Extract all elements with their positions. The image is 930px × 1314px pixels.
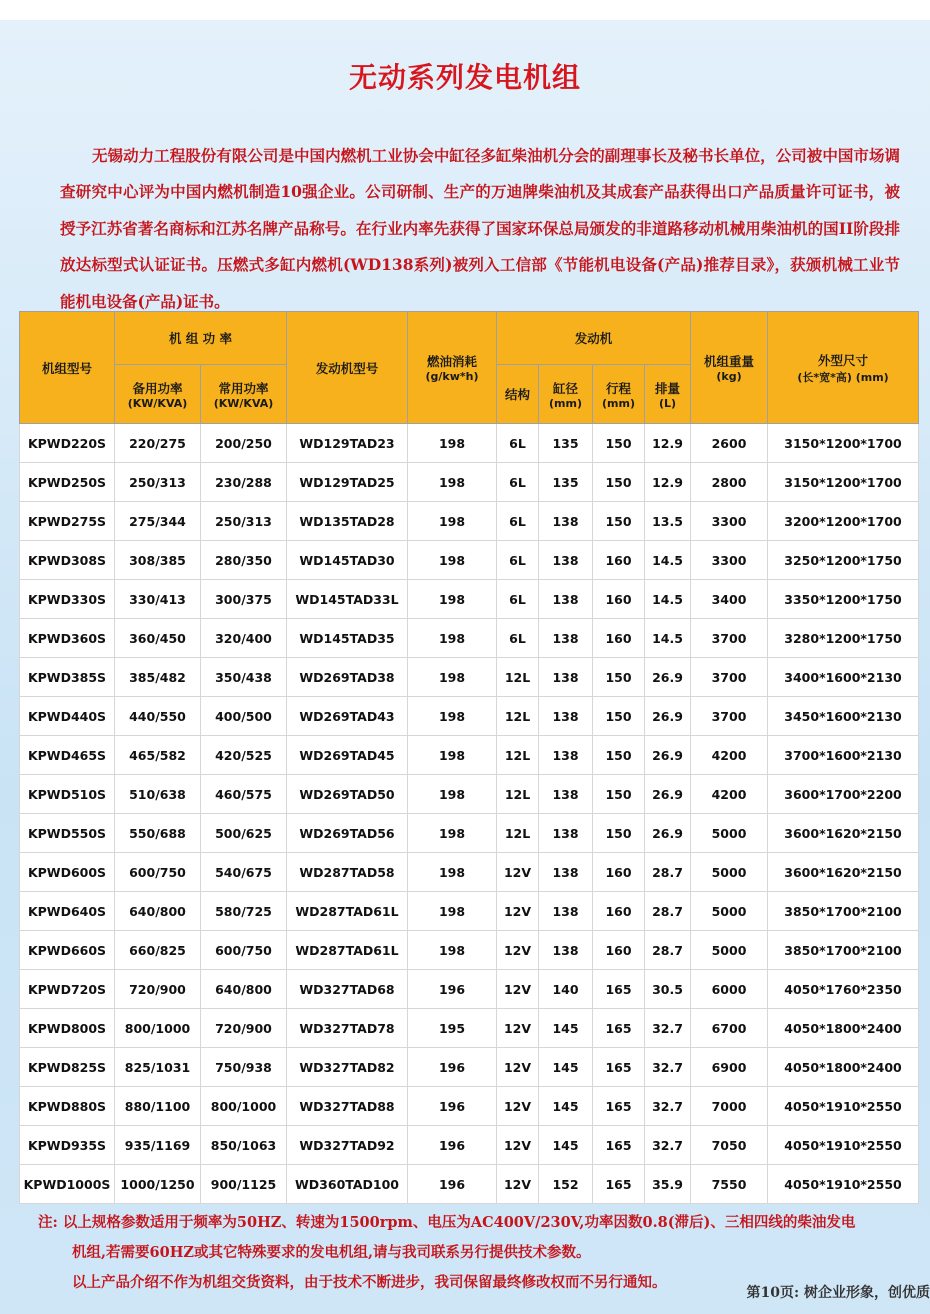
cell-model: KPWD275S bbox=[20, 502, 115, 541]
header-fuel-label: 燃油消耗 bbox=[426, 354, 477, 369]
cell-standby-power: 360/450 bbox=[115, 619, 201, 658]
cell-engine-model: WD327TAD82 bbox=[287, 1048, 408, 1087]
table-row bbox=[20, 1048, 919, 1087]
cell-fuel: 198 bbox=[408, 541, 497, 580]
table-row bbox=[20, 1165, 919, 1204]
cell-prime-power: 280/350 bbox=[201, 541, 287, 580]
cell-prime-power: 800/1000 bbox=[201, 1087, 287, 1126]
cell-structure: 12V bbox=[497, 931, 539, 970]
table-row bbox=[20, 853, 919, 892]
cell-structure: 12V bbox=[497, 1048, 539, 1087]
cell-engine-model: WD269TAD38 bbox=[287, 658, 408, 697]
cell-engine-model: WD145TAD30 bbox=[287, 541, 408, 580]
header-prime-power bbox=[201, 365, 287, 424]
cell-engine-model: WD129TAD25 bbox=[287, 463, 408, 502]
cell-standby-power: 330/413 bbox=[115, 580, 201, 619]
cell-structure: 12V bbox=[497, 1165, 539, 1204]
note-line-3: 以上产品介绍不作为机组交货资料，由于技术不断进步，我司保留最终修改权而不另行通知。 bbox=[72, 1274, 667, 1291]
header-engine-group: 发动机 bbox=[497, 312, 691, 365]
cell-bore: 152 bbox=[539, 1165, 593, 1204]
cell-bore: 135 bbox=[539, 463, 593, 502]
cell-weight: 5000 bbox=[691, 814, 768, 853]
table-row bbox=[20, 502, 919, 541]
note-line-1: 注: 以上规格参数适用于频率为50HZ、转速为1500rpm、电压为AC400V/230V,功率因数0.8(滞后)、三相四线的柴油发电 bbox=[38, 1214, 856, 1231]
table-row bbox=[20, 541, 919, 580]
cell-displacement: 32.7 bbox=[645, 1087, 691, 1126]
cell-stroke: 150 bbox=[593, 658, 645, 697]
cell-structure: 12V bbox=[497, 1009, 539, 1048]
table-row bbox=[20, 619, 919, 658]
cell-engine-model: WD287TAD58 bbox=[287, 853, 408, 892]
cell-model: KPWD440S bbox=[20, 697, 115, 736]
header-bore-unit: (mm) bbox=[549, 396, 582, 410]
cell-model: KPWD220S bbox=[20, 424, 115, 463]
cell-stroke: 150 bbox=[593, 736, 645, 775]
table-row bbox=[20, 814, 919, 853]
cell-weight: 4200 bbox=[691, 736, 768, 775]
cell-prime-power: 250/313 bbox=[201, 502, 287, 541]
cell-prime-power: 420/525 bbox=[201, 736, 287, 775]
cell-model: KPWD465S bbox=[20, 736, 115, 775]
cell-model: KPWD385S bbox=[20, 658, 115, 697]
cell-engine-model: WD327TAD92 bbox=[287, 1126, 408, 1165]
table-row bbox=[20, 892, 919, 931]
cell-prime-power: 230/288 bbox=[201, 463, 287, 502]
cell-bore: 145 bbox=[539, 1009, 593, 1048]
cell-bore: 138 bbox=[539, 697, 593, 736]
cell-structure: 6L bbox=[497, 463, 539, 502]
header-prime-unit: (KW/KVA) bbox=[213, 396, 274, 410]
cell-weight: 3700 bbox=[691, 697, 768, 736]
cell-fuel: 196 bbox=[408, 1087, 497, 1126]
cell-stroke: 160 bbox=[593, 580, 645, 619]
cell-engine-model: WD269TAD45 bbox=[287, 736, 408, 775]
cell-prime-power: 900/1125 bbox=[201, 1165, 287, 1204]
cell-bore: 138 bbox=[539, 775, 593, 814]
cell-dimensions: 4050*1760*2350 bbox=[768, 970, 919, 1009]
cell-weight: 4200 bbox=[691, 775, 768, 814]
cell-dimensions: 4050*1910*2550 bbox=[768, 1126, 919, 1165]
cell-fuel: 198 bbox=[408, 619, 497, 658]
cell-structure: 6L bbox=[497, 619, 539, 658]
cell-bore: 145 bbox=[539, 1087, 593, 1126]
cell-structure: 6L bbox=[497, 424, 539, 463]
table-row bbox=[20, 1087, 919, 1126]
cell-prime-power: 320/400 bbox=[201, 619, 287, 658]
cell-structure: 12L bbox=[497, 736, 539, 775]
cell-bore: 135 bbox=[539, 424, 593, 463]
cell-prime-power: 640/800 bbox=[201, 970, 287, 1009]
table-row bbox=[20, 775, 919, 814]
cell-bore: 138 bbox=[539, 580, 593, 619]
cell-displacement: 26.9 bbox=[645, 697, 691, 736]
cell-structure: 12L bbox=[497, 775, 539, 814]
header-engine-model: 发动机型号 bbox=[287, 312, 408, 424]
cell-dimensions: 3150*1200*1700 bbox=[768, 463, 919, 502]
cell-displacement: 12.9 bbox=[645, 424, 691, 463]
cell-standby-power: 465/582 bbox=[115, 736, 201, 775]
cell-model: KPWD660S bbox=[20, 931, 115, 970]
cell-fuel: 198 bbox=[408, 463, 497, 502]
table-row bbox=[20, 1009, 919, 1048]
cell-standby-power: 1000/1250 bbox=[115, 1165, 201, 1204]
cell-structure: 12V bbox=[497, 1087, 539, 1126]
cell-stroke: 165 bbox=[593, 970, 645, 1009]
cell-bore: 138 bbox=[539, 736, 593, 775]
cell-structure: 12L bbox=[497, 697, 539, 736]
cell-prime-power: 720/900 bbox=[201, 1009, 287, 1048]
cell-engine-model: WD269TAD56 bbox=[287, 814, 408, 853]
table-row bbox=[20, 424, 919, 463]
cell-fuel: 196 bbox=[408, 1048, 497, 1087]
cell-dimensions: 3600*1700*2200 bbox=[768, 775, 919, 814]
cell-fuel: 198 bbox=[408, 853, 497, 892]
cell-displacement: 14.5 bbox=[645, 541, 691, 580]
cell-dimensions: 3350*1200*1750 bbox=[768, 580, 919, 619]
cell-stroke: 150 bbox=[593, 697, 645, 736]
cell-weight: 5000 bbox=[691, 853, 768, 892]
cell-fuel: 198 bbox=[408, 658, 497, 697]
cell-standby-power: 600/750 bbox=[115, 853, 201, 892]
header-dimensions bbox=[768, 312, 919, 424]
cell-standby-power: 510/638 bbox=[115, 775, 201, 814]
cell-weight: 5000 bbox=[691, 892, 768, 931]
cell-stroke: 165 bbox=[593, 1126, 645, 1165]
cell-prime-power: 500/625 bbox=[201, 814, 287, 853]
cell-weight: 2600 bbox=[691, 424, 768, 463]
cell-engine-model: WD135TAD28 bbox=[287, 502, 408, 541]
cell-fuel: 198 bbox=[408, 931, 497, 970]
cell-weight: 6700 bbox=[691, 1009, 768, 1048]
company-intro: 无锡动力工程股份有限公司是中国内燃机工业协会中缸径多缸柴油机分会的副理事长及秘书长单位，公司被中国市场调查研究中心评为中国内燃机制造10强企业。公司研制、生产的万迪牌柴油机及其成套产品获得出口产品质量许可证书，被授予江苏省著名商标和江苏名牌产品称号。在行业内率先获得了国家环保总局颁发的非道路移动机械用柴油机的国II阶段排放达标型式认证证书。压燃式多缸内燃机(WD138系列)被列入工信部《节能机电设备(产品)推荐目录》，获颁机械工业节能机电设备(产品)证书。 bbox=[60, 145, 900, 311]
cell-structure: 6L bbox=[497, 502, 539, 541]
cell-displacement: 32.7 bbox=[645, 1048, 691, 1087]
cell-structure: 12V bbox=[497, 853, 539, 892]
spec-table bbox=[19, 311, 919, 1204]
cell-structure: 6L bbox=[497, 541, 539, 580]
table-row bbox=[20, 697, 919, 736]
cell-standby-power: 720/900 bbox=[115, 970, 201, 1009]
header-dimensions-label: 外型尺寸 bbox=[818, 352, 869, 368]
cell-prime-power: 400/500 bbox=[201, 697, 287, 736]
cell-model: KPWD800S bbox=[20, 1009, 115, 1048]
cell-standby-power: 440/550 bbox=[115, 697, 201, 736]
cell-fuel: 195 bbox=[408, 1009, 497, 1048]
cell-model: KPWD880S bbox=[20, 1087, 115, 1126]
cell-dimensions: 3850*1700*2100 bbox=[768, 892, 919, 931]
cell-fuel: 198 bbox=[408, 580, 497, 619]
note-line-2: 机组,若需要60HZ或其它特殊要求的发电机组,请与我司联系另行提供技术参数。 bbox=[72, 1244, 591, 1261]
cell-model: KPWD330S bbox=[20, 580, 115, 619]
cell-prime-power: 540/675 bbox=[201, 853, 287, 892]
cell-bore: 138 bbox=[539, 619, 593, 658]
cell-engine-model: WD269TAD43 bbox=[287, 697, 408, 736]
cell-standby-power: 275/344 bbox=[115, 502, 201, 541]
cell-fuel: 196 bbox=[408, 1165, 497, 1204]
cell-engine-model: WD269TAD50 bbox=[287, 775, 408, 814]
header-stroke bbox=[593, 365, 645, 424]
header-weight-label: 机组重量 bbox=[704, 354, 755, 369]
cell-weight: 7550 bbox=[691, 1165, 768, 1204]
header-displacement-unit: (L) bbox=[658, 396, 677, 410]
table-row bbox=[20, 580, 919, 619]
cell-engine-model: WD327TAD78 bbox=[287, 1009, 408, 1048]
header-standby-label: 备用功率 bbox=[132, 380, 183, 396]
cell-fuel: 198 bbox=[408, 814, 497, 853]
cell-engine-model: WD145TAD33L bbox=[287, 580, 408, 619]
cell-standby-power: 550/688 bbox=[115, 814, 201, 853]
cell-stroke: 150 bbox=[593, 424, 645, 463]
cell-engine-model: WD287TAD61L bbox=[287, 931, 408, 970]
header-stroke-unit: (mm) bbox=[602, 396, 635, 410]
header-standby-power bbox=[115, 365, 201, 424]
cell-bore: 138 bbox=[539, 892, 593, 931]
cell-model: KPWD250S bbox=[20, 463, 115, 502]
header-bore bbox=[539, 365, 593, 424]
cell-engine-model: WD327TAD88 bbox=[287, 1087, 408, 1126]
cell-displacement: 28.7 bbox=[645, 931, 691, 970]
cell-weight: 3300 bbox=[691, 541, 768, 580]
cell-bore: 145 bbox=[539, 1126, 593, 1165]
cell-fuel: 198 bbox=[408, 502, 497, 541]
cell-prime-power: 350/438 bbox=[201, 658, 287, 697]
header-prime-label: 常用功率 bbox=[218, 380, 269, 396]
cell-bore: 138 bbox=[539, 541, 593, 580]
header-fuel bbox=[408, 312, 497, 424]
cell-fuel: 198 bbox=[408, 697, 497, 736]
cell-bore: 138 bbox=[539, 502, 593, 541]
table-row bbox=[20, 463, 919, 502]
cell-displacement: 26.9 bbox=[645, 775, 691, 814]
cell-standby-power: 935/1169 bbox=[115, 1126, 201, 1165]
cell-displacement: 30.5 bbox=[645, 970, 691, 1009]
header-power-group: 机 组 功 率 bbox=[115, 312, 287, 365]
cell-weight: 7000 bbox=[691, 1087, 768, 1126]
cell-structure: 12L bbox=[497, 658, 539, 697]
cell-dimensions: 3450*1600*2130 bbox=[768, 697, 919, 736]
cell-stroke: 165 bbox=[593, 1048, 645, 1087]
cell-structure: 12V bbox=[497, 892, 539, 931]
cell-dimensions: 3850*1700*2100 bbox=[768, 931, 919, 970]
cell-model: KPWD510S bbox=[20, 775, 115, 814]
header-dimensions-unit: (长*宽*高) (mm) bbox=[797, 370, 889, 384]
cell-fuel: 198 bbox=[408, 424, 497, 463]
cell-standby-power: 308/385 bbox=[115, 541, 201, 580]
cell-fuel: 198 bbox=[408, 892, 497, 931]
cell-structure: 12L bbox=[497, 814, 539, 853]
cell-prime-power: 200/250 bbox=[201, 424, 287, 463]
cell-bore: 138 bbox=[539, 853, 593, 892]
header-structure: 结构 bbox=[497, 365, 539, 424]
cell-displacement: 35.9 bbox=[645, 1165, 691, 1204]
cell-dimensions: 4050*1800*2400 bbox=[768, 1009, 919, 1048]
cell-stroke: 150 bbox=[593, 775, 645, 814]
page-title: 无动系列发电机组 bbox=[348, 61, 581, 94]
cell-standby-power: 880/1100 bbox=[115, 1087, 201, 1126]
cell-stroke: 160 bbox=[593, 541, 645, 580]
cell-stroke: 165 bbox=[593, 1009, 645, 1048]
header-displacement-label: 排量 bbox=[655, 380, 681, 396]
cell-stroke: 160 bbox=[593, 853, 645, 892]
cell-stroke: 160 bbox=[593, 619, 645, 658]
table-row bbox=[20, 736, 919, 775]
cell-structure: 6L bbox=[497, 580, 539, 619]
cell-structure: 12V bbox=[497, 970, 539, 1009]
cell-bore: 138 bbox=[539, 814, 593, 853]
cell-prime-power: 600/750 bbox=[201, 931, 287, 970]
cell-displacement: 14.5 bbox=[645, 580, 691, 619]
cell-stroke: 150 bbox=[593, 814, 645, 853]
cell-displacement: 26.9 bbox=[645, 736, 691, 775]
cell-prime-power: 750/938 bbox=[201, 1048, 287, 1087]
header-weight-unit: (kg) bbox=[716, 370, 742, 383]
cell-model: KPWD1000S bbox=[20, 1165, 115, 1204]
cell-prime-power: 580/725 bbox=[201, 892, 287, 931]
cell-dimensions: 3700*1600*2130 bbox=[768, 736, 919, 775]
cell-displacement: 28.7 bbox=[645, 892, 691, 931]
cell-dimensions: 4050*1910*2550 bbox=[768, 1165, 919, 1204]
cell-stroke: 165 bbox=[593, 1165, 645, 1204]
cell-displacement: 32.7 bbox=[645, 1126, 691, 1165]
cell-weight: 5000 bbox=[691, 931, 768, 970]
table-row bbox=[20, 931, 919, 970]
cell-model: KPWD360S bbox=[20, 619, 115, 658]
table-row bbox=[20, 658, 919, 697]
cell-dimensions: 3200*1200*1700 bbox=[768, 502, 919, 541]
cell-displacement: 32.7 bbox=[645, 1009, 691, 1048]
cell-dimensions: 3600*1620*2150 bbox=[768, 814, 919, 853]
cell-weight: 6900 bbox=[691, 1048, 768, 1087]
header-fuel-unit: (g/kw*h) bbox=[425, 370, 479, 383]
cell-model: KPWD935S bbox=[20, 1126, 115, 1165]
cell-standby-power: 250/313 bbox=[115, 463, 201, 502]
cell-model: KPWD600S bbox=[20, 853, 115, 892]
cell-standby-power: 800/1000 bbox=[115, 1009, 201, 1048]
cell-engine-model: WD360TAD100 bbox=[287, 1165, 408, 1204]
cell-model: KPWD550S bbox=[20, 814, 115, 853]
header-model: 机组型号 bbox=[20, 312, 115, 424]
cell-standby-power: 825/1031 bbox=[115, 1048, 201, 1087]
cell-stroke: 165 bbox=[593, 1087, 645, 1126]
cell-model: KPWD720S bbox=[20, 970, 115, 1009]
page-footer: 第10页: 树企业形象，创优质 bbox=[746, 1285, 930, 1301]
cell-displacement: 26.9 bbox=[645, 814, 691, 853]
cell-prime-power: 460/575 bbox=[201, 775, 287, 814]
cell-dimensions: 4050*1800*2400 bbox=[768, 1048, 919, 1087]
cell-engine-model: WD327TAD68 bbox=[287, 970, 408, 1009]
header-displacement bbox=[645, 365, 691, 424]
cell-stroke: 160 bbox=[593, 892, 645, 931]
cell-weight: 7050 bbox=[691, 1126, 768, 1165]
cell-weight: 3300 bbox=[691, 502, 768, 541]
cell-dimensions: 4050*1910*2550 bbox=[768, 1087, 919, 1126]
cell-displacement: 12.9 bbox=[645, 463, 691, 502]
cell-displacement: 28.7 bbox=[645, 853, 691, 892]
cell-dimensions: 3280*1200*1750 bbox=[768, 619, 919, 658]
header-weight bbox=[691, 312, 768, 424]
cell-standby-power: 660/825 bbox=[115, 931, 201, 970]
cell-bore: 145 bbox=[539, 1048, 593, 1087]
cell-prime-power: 850/1063 bbox=[201, 1126, 287, 1165]
cell-engine-model: WD145TAD35 bbox=[287, 619, 408, 658]
cell-model: KPWD308S bbox=[20, 541, 115, 580]
cell-dimensions: 3150*1200*1700 bbox=[768, 424, 919, 463]
cell-dimensions: 3400*1600*2130 bbox=[768, 658, 919, 697]
cell-engine-model: WD129TAD23 bbox=[287, 424, 408, 463]
cell-fuel: 198 bbox=[408, 775, 497, 814]
header-standby-unit: (KW/KVA) bbox=[127, 396, 188, 410]
cell-prime-power: 300/375 bbox=[201, 580, 287, 619]
cell-engine-model: WD287TAD61L bbox=[287, 892, 408, 931]
cell-weight: 6000 bbox=[691, 970, 768, 1009]
cell-weight: 3400 bbox=[691, 580, 768, 619]
cell-model: KPWD825S bbox=[20, 1048, 115, 1087]
cell-standby-power: 385/482 bbox=[115, 658, 201, 697]
cell-fuel: 198 bbox=[408, 736, 497, 775]
cell-displacement: 14.5 bbox=[645, 619, 691, 658]
cell-weight: 2800 bbox=[691, 463, 768, 502]
cell-model: KPWD640S bbox=[20, 892, 115, 931]
cell-weight: 3700 bbox=[691, 619, 768, 658]
cell-stroke: 150 bbox=[593, 463, 645, 502]
cell-displacement: 13.5 bbox=[645, 502, 691, 541]
cell-fuel: 196 bbox=[408, 1126, 497, 1165]
spec-table-body bbox=[20, 424, 919, 1204]
table-row bbox=[20, 970, 919, 1009]
cell-fuel: 196 bbox=[408, 970, 497, 1009]
cell-displacement: 26.9 bbox=[645, 658, 691, 697]
cell-bore: 138 bbox=[539, 658, 593, 697]
cell-dimensions: 3600*1620*2150 bbox=[768, 853, 919, 892]
cell-dimensions: 3250*1200*1750 bbox=[768, 541, 919, 580]
cell-bore: 140 bbox=[539, 970, 593, 1009]
cell-standby-power: 640/800 bbox=[115, 892, 201, 931]
header-stroke-label: 行程 bbox=[605, 380, 631, 396]
cell-stroke: 150 bbox=[593, 502, 645, 541]
cell-bore: 138 bbox=[539, 931, 593, 970]
cell-structure: 12V bbox=[497, 1126, 539, 1165]
cell-standby-power: 220/275 bbox=[115, 424, 201, 463]
cell-stroke: 160 bbox=[593, 931, 645, 970]
header-bore-label: 缸径 bbox=[552, 380, 578, 396]
cell-weight: 3700 bbox=[691, 658, 768, 697]
table-row bbox=[20, 1126, 919, 1165]
